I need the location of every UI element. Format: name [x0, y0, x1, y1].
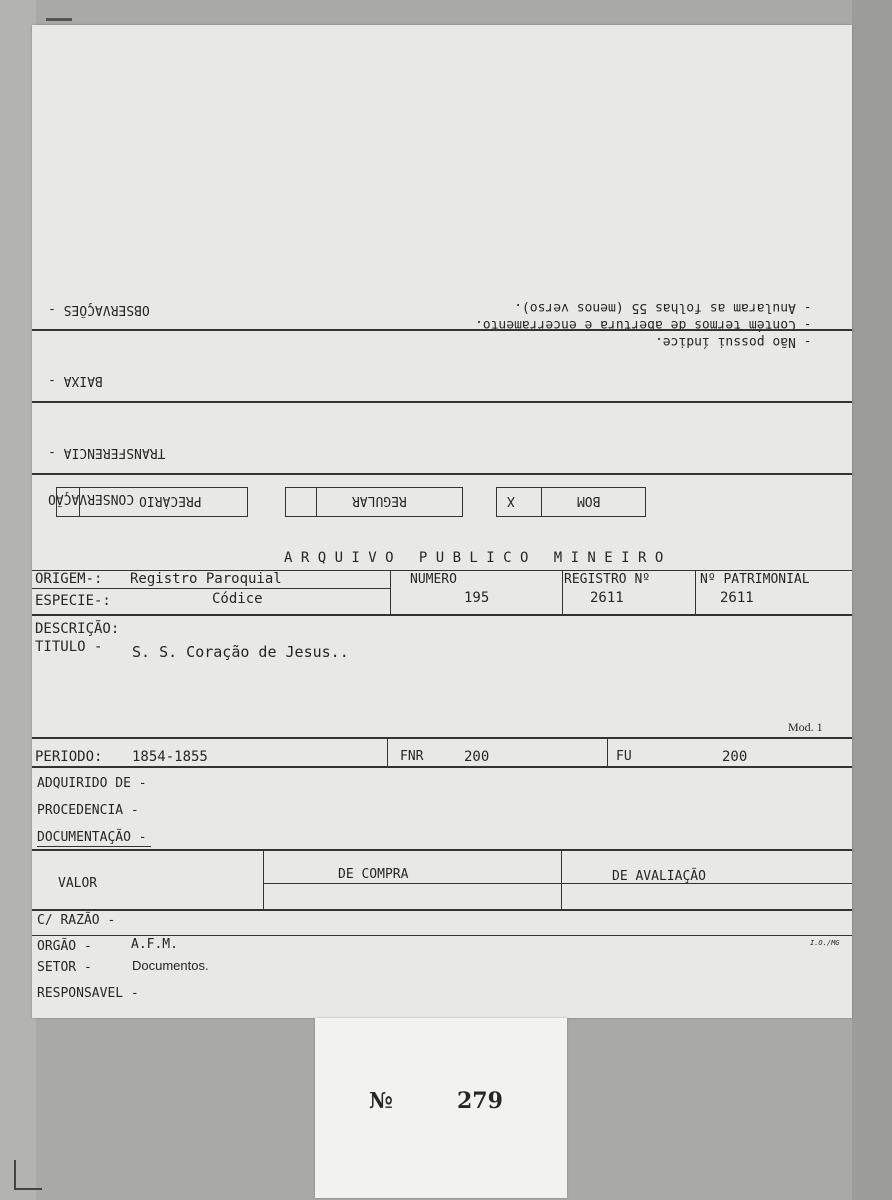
- registro-label: REGISTRO Nº: [564, 572, 651, 587]
- fnr-value: 200: [464, 749, 490, 765]
- regular-label: REGULAR: [352, 493, 407, 508]
- compra-label: DE COMPRA: [338, 867, 409, 882]
- razao-label: C/ RAZÃO -: [37, 913, 116, 928]
- catalog-card: [32, 25, 852, 1018]
- baixa-label: BAIXA -: [48, 373, 103, 388]
- setor-value: Documentos.: [132, 958, 209, 973]
- observacao-line: - Anularam as folhas 55 (menos verso).: [514, 300, 812, 315]
- observacoes-notes: [475, 299, 812, 350]
- numero-label: NUMERO: [410, 572, 457, 587]
- divider: [263, 883, 852, 884]
- observacao-line: - Não possui índice.: [655, 334, 812, 349]
- avaliacao-label: DE AVALIAÇÃO: [612, 869, 706, 884]
- especie-value: Códice: [212, 591, 263, 607]
- divider: [32, 737, 852, 739]
- precario-label: PRECÁRIO: [139, 493, 202, 508]
- underline: [37, 846, 151, 847]
- origem-label: ORIGEM-:: [35, 571, 103, 587]
- registro-value: 2611: [590, 590, 624, 606]
- setor-label: SETOR -: [37, 960, 92, 975]
- scan-background-right: [852, 0, 892, 1200]
- periodo-value: 1854-1855: [132, 749, 208, 765]
- adquirido-label: ADQUIRIDO DE -: [37, 776, 147, 791]
- scan-mark: [46, 18, 72, 21]
- divider: [32, 401, 852, 403]
- checkbox-regular: [285, 487, 463, 517]
- institution-header: A R Q U I V O P U B L I C O M I N E I R O: [284, 550, 664, 566]
- divider: [32, 849, 852, 851]
- corner-crop-mark: [14, 1160, 42, 1190]
- fu-value: 200: [722, 749, 748, 765]
- divider: [32, 766, 852, 768]
- divider: [263, 849, 264, 909]
- titulo-label: TITULO -: [35, 639, 103, 655]
- divider: [562, 570, 563, 615]
- divider: [32, 329, 852, 331]
- ticket-number: 279: [457, 1088, 503, 1114]
- titulo-value: S. S. Coração de Jesus..: [132, 643, 349, 661]
- orgao-label: ORGÃO -: [37, 939, 92, 954]
- form-model-label: Mod. 1: [788, 720, 823, 734]
- divider: [32, 935, 852, 936]
- documentacao-label: DOCUMENTAÇÃO -: [37, 830, 147, 845]
- orgao-value: A.F.M.: [131, 937, 178, 952]
- descricao-label: DESCRIÇÃO:: [35, 621, 120, 637]
- bom-mark: X: [507, 493, 515, 508]
- divider: [32, 588, 390, 589]
- divider: [32, 614, 852, 616]
- divider: [387, 739, 388, 767]
- observacao-line: - Contém termos de abertura e encerramento.: [475, 317, 812, 332]
- divider: [607, 739, 608, 767]
- divider: [561, 849, 562, 909]
- scan-background-left: [0, 0, 36, 1200]
- divider: [32, 909, 852, 911]
- number-ticket: [315, 1018, 567, 1198]
- observacoes-label: OBSERVAÇÕES -: [48, 302, 150, 317]
- responsavel-label: RESPONSAVEL -: [37, 986, 139, 1001]
- origem-value: Registro Paroquial: [130, 571, 282, 587]
- checkbox-bom: [496, 487, 646, 517]
- divider: [32, 473, 852, 475]
- checkbox-precario: [56, 487, 248, 517]
- divider: [695, 570, 696, 615]
- numero-symbol: №: [369, 1088, 393, 1114]
- fnr-label: FNR: [400, 749, 424, 764]
- numero-value: 195: [464, 590, 490, 606]
- especie-label: ESPECIE-:: [35, 593, 111, 609]
- divider: [390, 570, 391, 615]
- fu-label: FU: [616, 749, 632, 764]
- conservacao-label: CONSERVAÇÃO: [48, 491, 135, 506]
- valor-label: VALOR: [58, 876, 98, 891]
- periodo-label: PERIODO:: [35, 749, 103, 765]
- procedencia-label: PROCEDENCIA -: [37, 803, 139, 818]
- patrimonial-value: 2611: [720, 590, 754, 606]
- bom-label: BOM: [577, 493, 601, 508]
- transferencia-label: TRANSFERENCIA -: [48, 445, 166, 460]
- printer-mark: I.O./MG: [810, 939, 840, 947]
- patrimonial-label: Nº PATRIMONIAL: [700, 572, 810, 587]
